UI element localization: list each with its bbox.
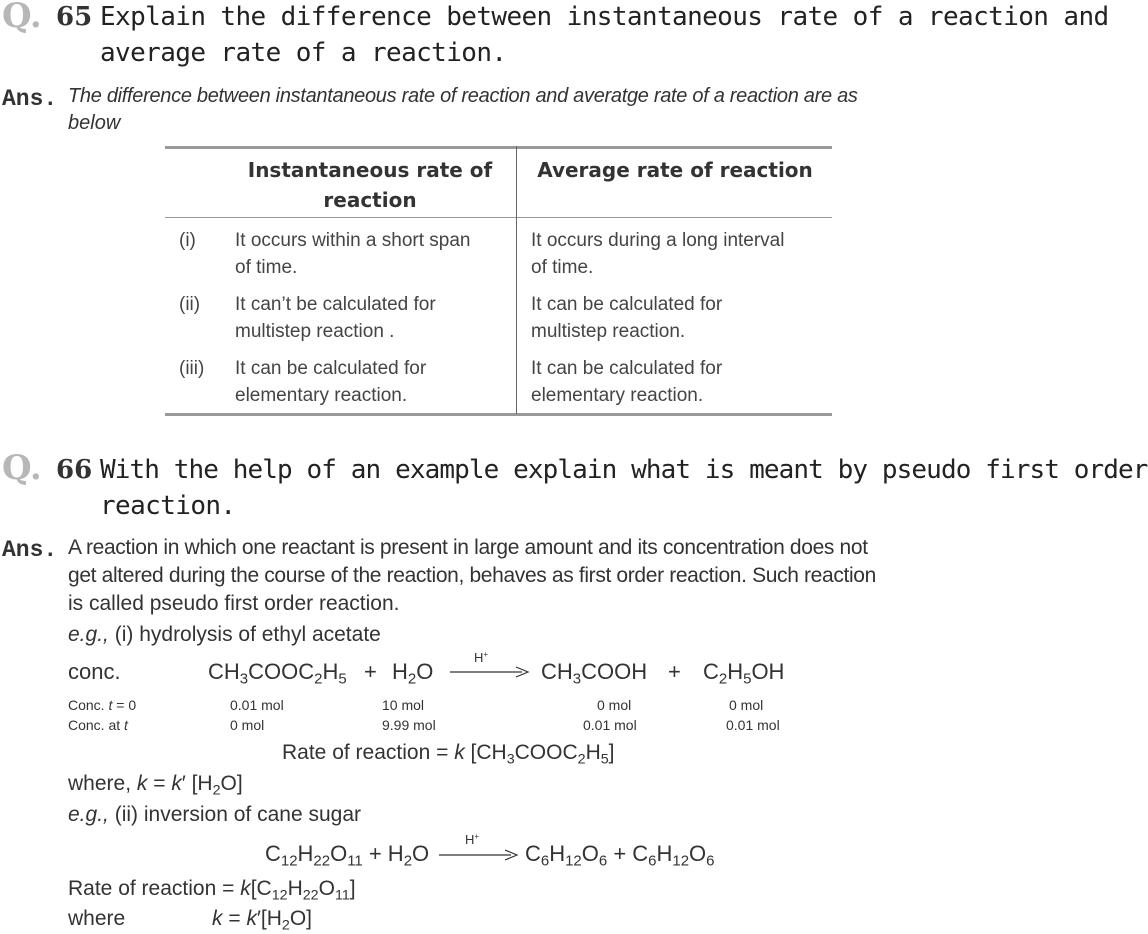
answer-66-line3: is called pseudo first order reaction. — [68, 592, 400, 615]
table-header-average: Average rate of reaction — [537, 158, 813, 182]
answer-65-line2: below — [68, 112, 121, 134]
conc-t-value: 0 mol — [230, 717, 265, 733]
rate-equation-2: Rate of reaction = $k[C_{12}H_{22}O_{11}]$ — [68, 877, 356, 904]
catalyst-label: H+ — [474, 650, 489, 665]
reaction-arrow-icon — [439, 849, 519, 861]
answer-65-line1: The difference between instantaneous rate of reaction and averatge rate of a reaction are as — [68, 85, 858, 107]
reactant-sucrose: $C_{12}H_{22}O_{11} + H_2O$ — [265, 841, 430, 870]
where-equation-2: $k = k'[H_2O]$ — [212, 907, 312, 934]
table-column-divider — [516, 146, 517, 414]
rate-equation-1: Rate of reaction = k $[CH_3COOC_2H_5]$ — [282, 741, 615, 768]
conc-t-value: 9.99 mol — [382, 717, 436, 733]
question-66-line1: With the help of an example explain what is meant by pseudo first order — [100, 455, 1148, 485]
plus-sign: + — [668, 659, 681, 684]
table-top-rule — [165, 146, 832, 149]
example-1 — [68, 623, 381, 647]
example-1-text: (i) hydrolysis of ethyl acetate — [114, 623, 381, 646]
table-cell-average: multistep reaction. — [531, 321, 686, 342]
table-header-instantaneous-line2: reaction — [323, 188, 417, 212]
example-2 — [68, 803, 361, 827]
table-row-number: (ii) — [179, 294, 201, 315]
product-glucose-fructose: $C_6H_{12}O_6 + C_6H_{12}O_6$ — [525, 841, 715, 870]
table-row-number: (iii) — [179, 358, 205, 379]
table-cell-average: of time. — [531, 257, 594, 278]
table-cell-instantaneous: It can’t be calculated for — [235, 294, 436, 315]
table-cell-instantaneous: It can be calculated for — [235, 358, 427, 379]
table-cell-instantaneous: elementary reaction. — [235, 385, 408, 406]
question-65-line2: average rate of a reaction. — [100, 38, 507, 68]
rate-label: Rate of reaction = — [68, 877, 241, 900]
conc-label: conc. — [68, 659, 121, 684]
question-mark-66: Q. — [2, 448, 42, 488]
table-cell-average: elementary reaction. — [531, 385, 704, 406]
question-number-65: 65 — [56, 2, 93, 32]
conc-t0-label: Conc. t = 0 — [68, 697, 137, 713]
product-acetic-acid: $CH_3COOH$ — [541, 659, 648, 688]
reactant-water: $H_2O$ — [392, 659, 434, 688]
table-cell-average: It can be calculated for — [531, 358, 723, 379]
table-cell-instantaneous: multistep reaction . — [235, 321, 395, 342]
answer-label-65: Ans. — [2, 86, 58, 112]
reactant-ethyl-acetate: $CH_3COOC_2H_5$ — [208, 659, 347, 688]
example-2-text: (ii) inversion of cane sugar — [114, 803, 361, 826]
conc-t-label: Conc. at t — [68, 717, 128, 733]
answer-66-line2: get altered during the course of the reaction, behaves as first order reaction. Such reaction — [68, 564, 876, 587]
table-cell-instantaneous: of time. — [235, 257, 298, 278]
example-2-prefix: e.g., — [68, 803, 109, 826]
answer-66-line1: A reaction in which one reactant is present in large amount and its concentration does not — [68, 536, 868, 559]
where-equation-1: where, k = k′ $[H_2O]$ — [68, 772, 243, 799]
question-mark-65: Q. — [2, 0, 42, 36]
table-row-number: (i) — [179, 230, 196, 251]
table-header-rule — [165, 217, 832, 218]
where-label: where — [68, 907, 126, 930]
conc-t0-value: 0 mol — [597, 697, 632, 713]
answer-label-66: Ans. — [2, 537, 58, 563]
question-number-66: 66 — [56, 455, 93, 485]
plus-sign: + — [364, 659, 377, 684]
question-65-line1: Explain the difference between instantaneous rate of a reaction and — [100, 2, 1109, 32]
table-bottom-rule — [165, 413, 832, 416]
reaction-arrow-icon — [450, 666, 530, 678]
product-ethanol: $C_2H_5OH$ — [703, 659, 785, 688]
where-label: where, — [68, 772, 137, 795]
conc-t0-value: 10 mol — [382, 697, 425, 713]
conc-t-value: 0.01 mol — [726, 717, 780, 733]
catalyst-label: H+ — [465, 832, 480, 847]
conc-t-value: 0.01 mol — [583, 717, 637, 733]
table-cell-average: It can be calculated for — [531, 294, 723, 315]
question-66-line2: reaction. — [100, 491, 236, 521]
example-1-prefix: e.g., — [68, 623, 109, 646]
conc-t0-value: 0.01 mol — [230, 697, 284, 713]
rate-label: Rate of reaction = — [282, 741, 455, 764]
table-header-instantaneous-line1: Instantaneous rate of — [247, 158, 493, 182]
table-cell-instantaneous: It occurs within a short span — [235, 230, 471, 251]
conc-t0-value: 0 mol — [729, 697, 764, 713]
table-cell-average: It occurs during a long interval — [531, 230, 785, 251]
